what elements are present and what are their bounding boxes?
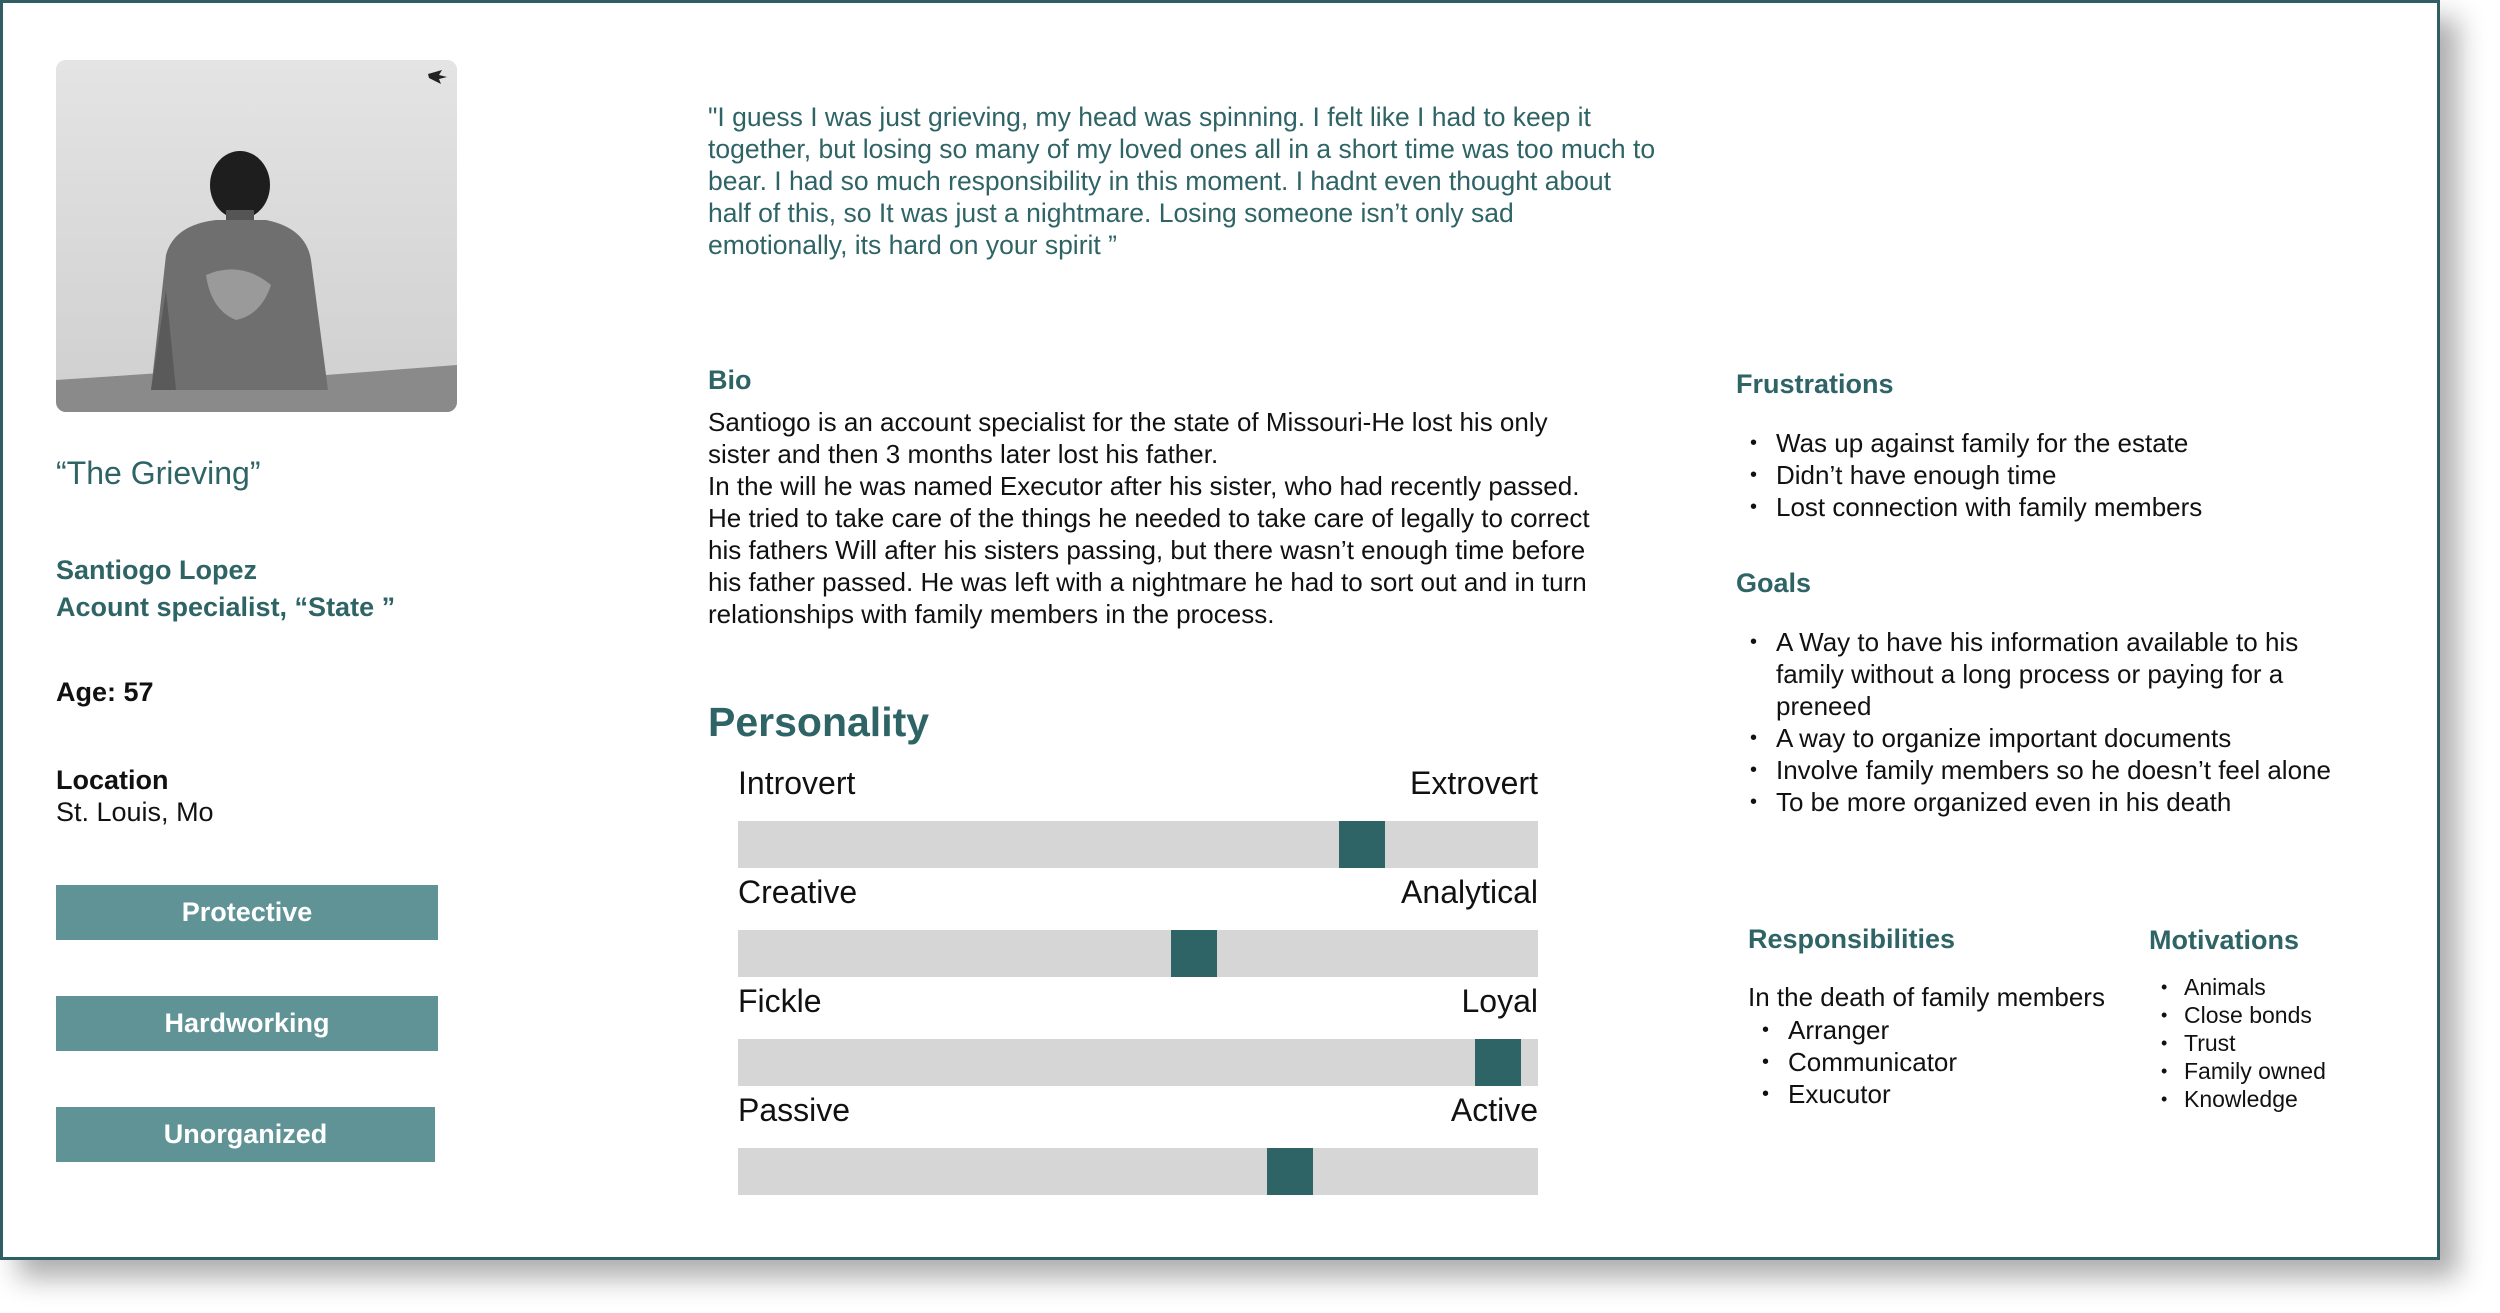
trait-tag-hardworking: Hardworking xyxy=(56,996,438,1051)
list-item: • Family owned xyxy=(2149,1057,2419,1085)
scale-track xyxy=(738,930,1538,977)
list-item: • A way to organize important documents xyxy=(1736,722,2336,754)
scale-right-label: Extrovert xyxy=(1409,765,1538,801)
goals-heading: Goals xyxy=(1736,568,1812,598)
list-item: • Involve family members so he doesn’t feel alone xyxy=(1736,754,2336,786)
list-item: • Was up against family for the estate xyxy=(1736,427,2376,459)
scale-track xyxy=(738,821,1538,868)
scale-marker xyxy=(1475,1039,1521,1086)
scale-left-label: Introvert xyxy=(738,765,856,801)
persona-name-block xyxy=(56,552,395,626)
responsibilities-intro: In the death of family members xyxy=(1748,982,2105,1012)
list-item: • Exucutor xyxy=(1748,1078,2128,1110)
personality-scale xyxy=(738,874,1538,977)
frustrations-heading: Frustrations xyxy=(1736,369,1894,399)
responsibilities-heading: Responsibilities xyxy=(1748,924,1956,954)
scale-marker xyxy=(1339,821,1385,868)
scale-track xyxy=(738,1148,1538,1195)
trait-tag-unorganized: Unorganized xyxy=(56,1107,435,1162)
list-item: • Close bonds xyxy=(2149,1001,2419,1029)
bio-paragraph: Santiogo is an account specialist for the state of Missouri-He lost his only sister and then 3 months later lost his father. xyxy=(708,407,1548,469)
list-item: • Animals xyxy=(2149,973,2419,1001)
list-item: • Trust xyxy=(2149,1029,2419,1057)
scale-left-label: Passive xyxy=(738,1092,851,1128)
personality-scale xyxy=(738,1092,1538,1195)
persona-quote: "I guess I was just grieving, my head was spinning. I felt like I had to keep it together, but losing so many of my loved ones all in a short time was too much to bear. I had so much responsibility in this moment. I hadnt even thought about half of this, so It was just a nightmare. Losing someone isn’t only sad emotionally, its hard on your spirit ” xyxy=(708,102,1656,260)
scale-track xyxy=(738,1039,1538,1086)
persona-job-title: Acount specialist, “State ” xyxy=(56,592,396,622)
persona-photo xyxy=(56,60,457,412)
scale-right-label: Active xyxy=(1450,1092,1538,1128)
bio-paragraph: In the will he was named Executor after his sister, who had recently passed. He tried to take care of the things he needed to take care of legally to correct his fathers Will after his sisters passing, but there wasn’t enough time before his father passed. He was left with a nightmare he had to sort out and in turn relationships with family members in the process. xyxy=(708,471,1590,629)
motivations-heading: Motivations xyxy=(2149,925,2300,955)
list-item: • Didn’t have enough time xyxy=(1736,459,2376,491)
list-item: • Arranger xyxy=(1748,1014,2128,1046)
motivations-list xyxy=(2149,973,2419,1113)
scale-right-label: Analytical xyxy=(1401,874,1538,910)
list-item: • A Way to have his information available to his family without a long process or paying for a preneed xyxy=(1736,626,2336,722)
location-label: Location xyxy=(56,765,169,795)
persona-nickname: “The Grieving” xyxy=(56,455,261,491)
persona-name: Santiogo Lopez xyxy=(56,555,257,585)
location-value: St. Louis, Mo xyxy=(56,797,214,827)
list-item: • To be more organized even in his death xyxy=(1736,786,2336,818)
frustrations-list xyxy=(1736,427,2376,523)
scale-marker xyxy=(1267,1148,1313,1195)
goals-list xyxy=(1736,626,2336,818)
list-item: • Knowledge xyxy=(2149,1085,2419,1113)
personality-scale xyxy=(738,765,1538,868)
list-item: • Lost connection with family members xyxy=(1736,491,2376,523)
personality-scale xyxy=(738,983,1538,1086)
bio-heading: Bio xyxy=(708,365,752,395)
scale-right-label: Loyal xyxy=(1461,983,1538,1019)
personality-heading: Personality xyxy=(708,699,930,745)
scale-marker xyxy=(1171,930,1217,977)
list-item: • Communicator xyxy=(1748,1046,2128,1078)
bio-text xyxy=(708,406,1608,630)
trait-tag-protective: Protective xyxy=(56,885,438,940)
responsibilities-list xyxy=(1748,1014,2128,1110)
scale-left-label: Creative xyxy=(738,874,858,910)
scale-left-label: Fickle xyxy=(738,983,822,1019)
persona-age: Age: 57 xyxy=(56,677,154,707)
